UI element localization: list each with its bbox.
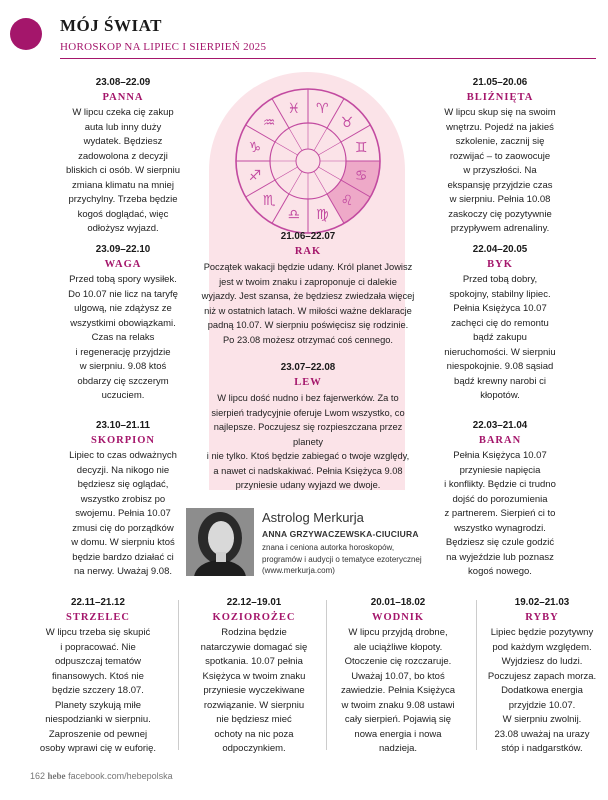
astrologer-title: Astrolog Merkurja [262,510,364,525]
text-line: zaskoczy cię pozytywnie [448,208,552,220]
sign-date: 23.07–22.08 [280,362,336,373]
text-line: bądź krewny narobi ci [454,375,546,387]
text-line: zmiana klimatu na mniej [72,179,174,191]
text-line: padną 10.07. W sierpniu poświęcisz się rodzinie. [207,320,409,330]
text-line: w sierpniu. Pełnia 10.08 [449,194,551,205]
column-divider [178,600,179,750]
text-line: Księżyca w twoim znaku [202,670,306,682]
text-line: 23.08 uważaj na urazy [494,728,590,740]
text-line: niespokojnie. 9.08 sąsiad [446,361,554,372]
text-line: Do 10.07 nie licz na taryfę [68,288,178,300]
sign-name: RAK [294,245,322,257]
text-line: wyjazdy. Jest szansa, że będziesz zwiedzała więcej [201,291,415,301]
sign-text [42,449,204,580]
text-line: i konflikty. Będzie ci trudno [444,479,556,490]
text-line: W lipcu trzeba się skupić [45,627,151,638]
text-line: Uważaj 10.07, bo ktoś [351,670,445,682]
text-line: Otoczenie cię rozczaruje. [344,656,452,667]
page-footer [30,771,173,781]
sign-date: 23.09–22.10 [95,244,151,255]
zodiac-glyph-icon: ♈ [315,100,329,117]
sign-date: 23.10–21.11 [96,420,150,431]
sign-date: 21.06–22.07 [280,231,336,242]
text-line: wszystko wynagrodzi. [454,522,546,534]
zodiac-wheel-icon [233,86,383,236]
text-line: nieruchomości. W sierpniu [444,346,556,358]
zodiac-glyph-icon: ♌ [340,192,354,209]
text-line: uczuciem. [101,390,145,401]
header-divider [60,58,596,59]
text-line: zmusi cię do porządków [72,522,174,534]
text-line: natarczywie domagać się [200,641,308,653]
sign-waga [42,243,204,404]
sign-name: KOZIOROŻEC [212,611,296,623]
sign-name: LEW [294,376,322,388]
text-line: wydatek. Będziesz [83,136,163,147]
sign-skorpion [42,419,204,580]
sign-text [200,260,416,347]
page-subtitle: HOROSKOP NA LIPIEC I SIERPIEŃ 2025 [60,41,267,53]
sign-text [415,449,585,580]
text-line: cały sierpień. Pojawią się [344,714,452,725]
text-line: na nerwy. Uważaj 9.08. [73,566,173,577]
text-line: Wyjdziesz do ludzi. [501,656,583,667]
text-line: W lipcu czeka cię zakup [72,107,174,118]
zodiac-glyph-icon: ♊ [354,139,368,156]
sign-name: BYK [487,258,513,270]
text-line: odłożysz wyjazd. [87,223,159,234]
sign-date: 20.01–18.02 [370,597,426,608]
text-line: spokojny, stabilny lipiec. [449,288,551,300]
brand-logo: hebe [47,771,66,781]
sign-date: 22.12–19.01 [226,597,282,608]
sign-date: 23.08–22.09 [95,77,151,88]
zodiac-glyph-icon: ♋ [354,168,368,185]
zodiac-glyph-icon: ♏ [262,192,276,209]
sign-rak [200,230,416,347]
text-line: przypływem adrenaliny. [450,223,550,234]
text-line: przyniesie udany wyjazd we dwoje. [235,480,381,490]
sign-date: 21.05–20.06 [472,77,528,88]
sign-panna [42,76,204,237]
text-line: wszystkimi obowiązkami. [70,317,176,329]
zodiac-glyph-icon: ♒ [262,115,276,132]
text-line: przychylny. Trzeba będzie [68,194,178,205]
text-line: sierpień tradycyjnie oferuje Lwom wszystko, co [211,407,405,418]
sign-text [415,106,585,237]
text-line: bądź zakupu [473,332,527,343]
text-line: stóp i nadgarstków. [501,743,583,754]
zodiac-glyph-icon: ♍ [315,207,329,224]
sign-text [480,626,604,757]
section-dot [10,18,42,50]
text-line: bliskich ci osób. W sierpniu [65,165,181,176]
sign-lew [200,361,416,493]
text-line: Pełnia Księżyca 10.07 [453,303,547,314]
text-line: odpuszczaj tematów [54,656,142,667]
astrologer-name: ANNA GRZYWACZEWSKA-CIUCIURA [262,529,419,539]
astrologer-description [262,542,432,577]
column-divider [326,600,327,750]
text-line: rozwiązanie. W sierpniu [203,699,305,711]
text-line: swojemu. Pełnia 10.07 [75,508,171,519]
text-line: W sierpniu zwolnij. [502,714,582,725]
text-line: zawiedzie. Pełnia Księżyca [340,685,456,696]
text-line: przyniesie wyczekiwane [203,685,305,696]
sign-koziorozec [186,596,322,757]
text-line: i regenerację przyjdzie [75,346,171,358]
sign-byk [415,243,585,404]
sign-text [415,273,585,404]
text-line: Poczujesz zapach morza. [487,670,597,682]
text-line: wnętrzu. Pojedź na jakieś [446,121,554,133]
text-line: ulgową, nie zdążysz ze [74,303,172,314]
text-line: nadzieja. [378,743,418,754]
text-line: Lipiec to czas odważnych [69,450,177,461]
text-line: w domu. W sierpniu ktoś [71,537,175,548]
text-line: zadowolona z decyzji [78,150,168,162]
text-line: i nie tylko. Ktoś będzie zabiegać o twoje względy, [206,451,410,461]
text-line: pod każdym względem. [492,641,592,653]
text-line: Przed tobą dobry, [462,274,538,285]
sign-name: SKORPION [90,434,155,446]
text-line: auta lub inny duży [84,121,162,133]
sign-date: 22.04–20.05 [472,244,528,255]
sign-name: PANNA [102,91,144,103]
text-line: na wyjeździe lub poznasz [446,551,554,563]
text-line: zachęci cię do remontu [451,317,549,329]
text-line: będzie bardzo działać ci [72,551,174,563]
page-number: 162 [30,771,46,781]
text-line: Lipiec będzie pozytywny [490,627,594,638]
text-line: obdarzy cię szczerym [77,375,169,387]
text-line: w przyszłości. Na [463,165,537,176]
text-line: Po 23.08 możesz otrzymać coś cennego. [222,334,393,345]
text-line: przyniesie napięcia [459,464,541,476]
sign-baran [415,419,585,580]
footer-link[interactable]: facebook.com/hebepolska [68,771,173,781]
text-line: programów i audycji o tematyce ezoterycznej [262,554,422,564]
zodiac-glyph-icon: ♓ [287,100,301,117]
text-line: decyzji. Na nikogo nie [76,464,170,476]
sign-text [30,626,166,757]
text-line: dojść do porozumienia [452,493,548,505]
text-line: finansowych. Ktoś nie [52,670,144,682]
text-line: Rodzina będzie [221,627,287,638]
text-line: niż w ostatnich latach. W miłości ważne deklaracje [204,305,412,316]
text-line: w twoim znaku 9.08 ustawi [341,699,455,711]
text-line: jest w twoim znaku i zaproponuje ci dalekie [219,276,397,287]
text-line: Będziesz się czule godzić [445,537,555,548]
text-line: kogoś doglądać, więc [77,208,169,220]
zodiac-glyph-icon: ♉ [340,115,354,132]
text-line: nie będziesz mieć [216,714,292,725]
text-line: osoby wprawi cię w euforię. [39,743,157,754]
sign-name: WODNIK [371,611,425,623]
section-title: MÓJ ŚWIAT [60,16,162,35]
sign-date: 22.11–21.12 [71,597,125,608]
text-line: ekspansję przyjdzie czas [447,179,553,191]
text-line: Czas na relaks [91,332,155,343]
sign-text [42,106,204,237]
text-line: a nawet ci nadskakiwać. Pełnia Księżyca 9.08 [213,465,403,476]
sign-blizieta [415,76,585,237]
sign-wodnik [330,596,466,757]
sign-ryby [480,596,604,757]
text-line: szkolenie, zacznij się [455,136,545,147]
text-line: kłopotów. [480,390,520,401]
text-line: przyjdzie 10.07. [508,699,576,711]
sign-text [200,391,416,493]
zodiac-glyph-icon: ♑ [248,139,262,156]
text-line: W lipcu przyjdą drobne, [348,627,448,638]
text-line: Początek wakacji będzie udany. Król planet Jowisz [203,262,413,272]
sign-name: WAGA [104,258,142,270]
text-line: Pełnia Księżyca 10.07 [453,450,547,461]
text-line: najlepsze. Poczujesz się rozpieszczana przez planety [213,422,403,447]
zodiac-glyph-icon: ♎ [287,207,301,224]
sign-text [186,626,322,757]
text-line: ale uciążliwe kłopoty. [353,641,443,653]
text-line: będzie szczery 18.07. [52,685,144,696]
text-line: odpoczynkiem. [222,743,286,754]
text-line: rozwijać – to zaowocuje [449,150,551,162]
text-line: (www.merkurja.com) [262,566,335,575]
column-divider [476,600,477,750]
sign-date: 19.02–21.03 [514,597,570,608]
text-line: wszystko zrobisz po [80,493,166,505]
sign-name: BLIŹNIĘTA [466,91,534,103]
text-line: ochoty na nic poza [214,728,294,740]
text-line: z partnerem. Sierpień ci to [444,508,556,519]
text-line: W lipcu skup się na swoim [444,107,556,118]
sign-text [42,273,204,404]
sign-date: 22.03–21.04 [472,420,528,431]
text-line: znana i ceniona autorka horoskopów, [262,543,395,552]
text-line: niespodzianki w sierpniu. [45,714,151,725]
text-line: Przed tobą spory wysiłek. [69,274,177,285]
text-line: kogoś nowego. [468,566,532,577]
text-line: nowa energia i nowa [354,728,442,740]
text-line: W lipcu dość nudno i bez fajerwerków. Za to [217,393,399,403]
text-line: Zaproszenie od pewnej [48,728,148,740]
sign-name: RYBY [525,611,559,623]
zodiac-glyph-icon: ♐ [248,168,262,185]
text-line: będziesz się oglądać, [77,479,169,490]
sign-text [330,626,466,757]
astrologer-photo [186,508,254,576]
text-line: i popracować. Nie [60,641,136,653]
sign-name: STRZELEC [65,611,131,623]
text-line: w sierpniu. 9.08 ktoś [79,361,167,372]
sign-name: BARAN [478,434,522,446]
text-line: Dodatkowa energia [501,685,583,696]
text-line: spotkania. 10.07 pełnia [205,656,303,667]
sign-strzelec [30,596,166,757]
text-line: Planety szykują miłe [54,699,142,711]
